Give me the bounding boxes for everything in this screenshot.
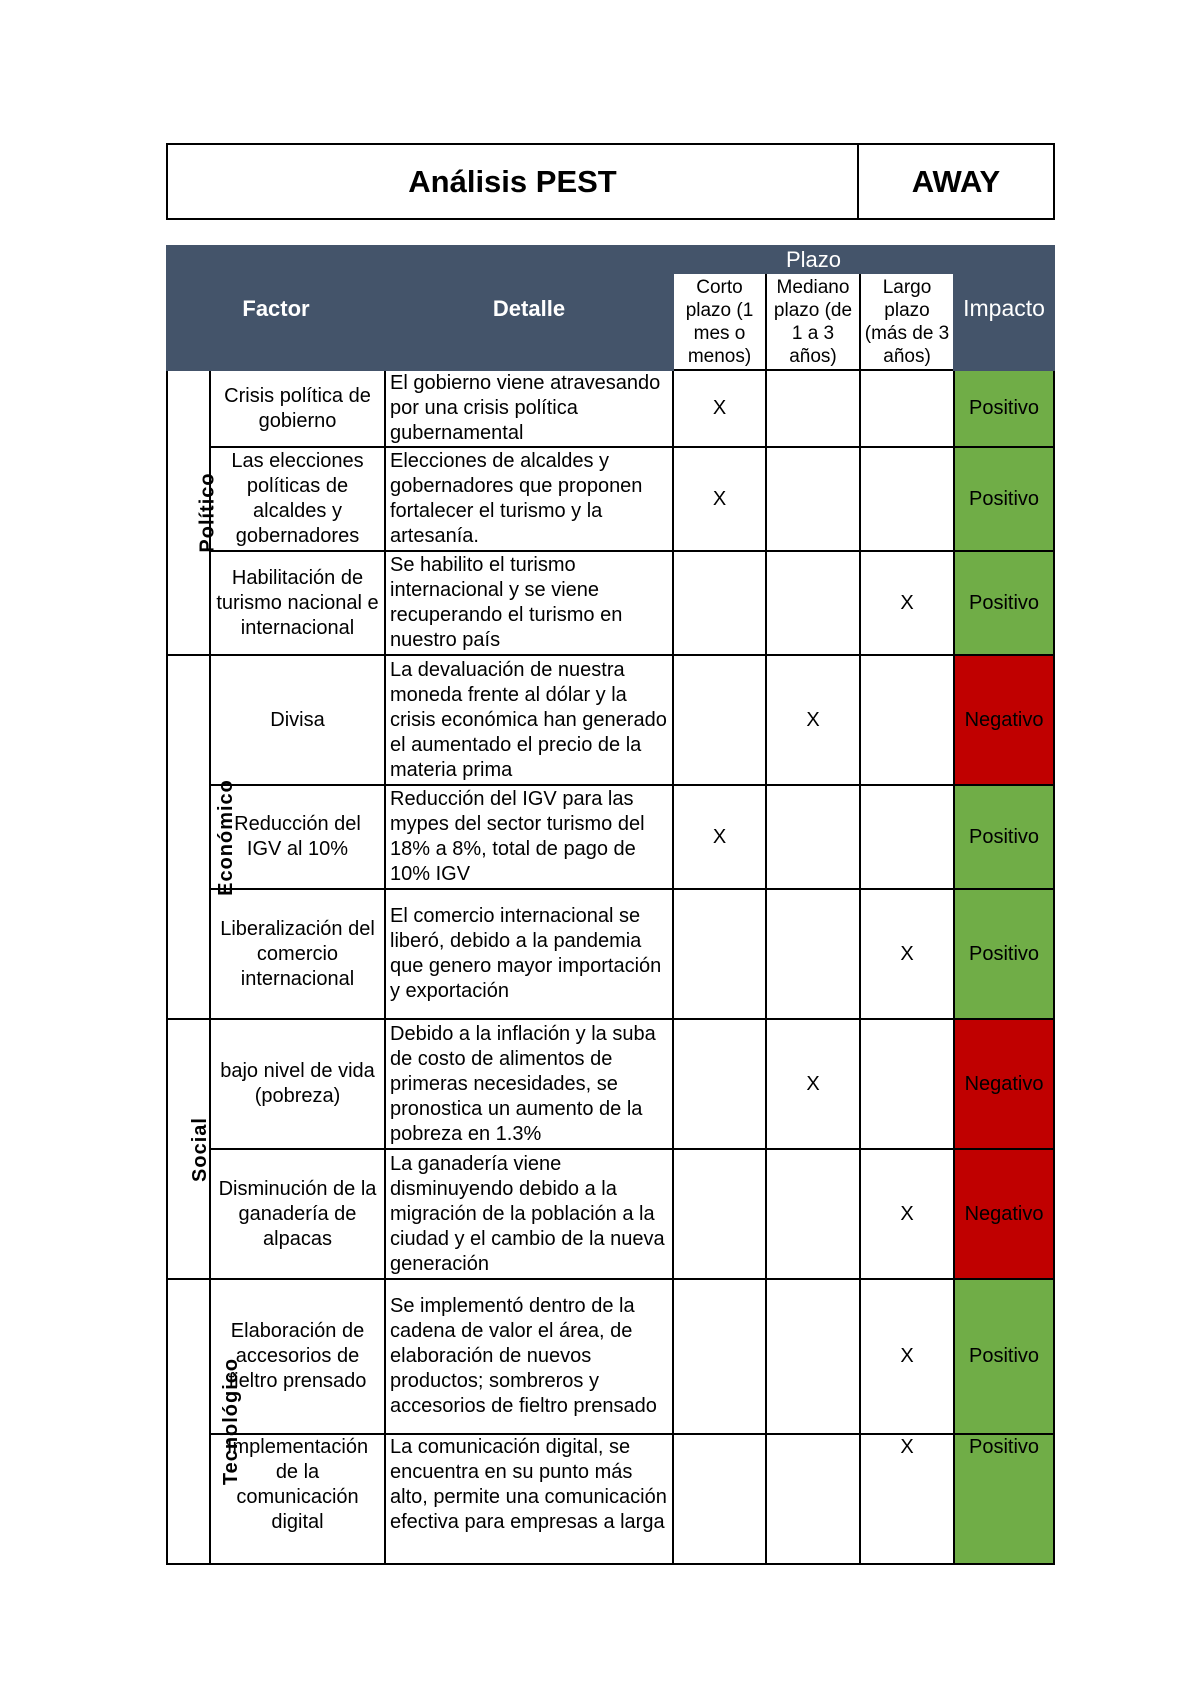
detail-cell: Debido a la inflación y la suba de costo de alimentos de primeras necesidades, se pronostica un aumento de la pobreza en 1.3% xyxy=(385,1019,673,1149)
impact-cell: Negativo xyxy=(954,1019,1054,1149)
impact-cell: Positivo xyxy=(954,785,1054,889)
detail-cell: El comercio internacional se liberó, debido a la pandemia que genero mayor importación y exportación xyxy=(385,889,673,1019)
header-impacto: Impacto xyxy=(954,246,1054,370)
largo-cell xyxy=(860,447,954,551)
detail-cell: La ganadería viene disminuyendo debido a la migración de la población a la ciudad y el cambio de la nueva generación xyxy=(385,1149,673,1279)
table-row xyxy=(167,1434,1054,1564)
impact-cell: Positivo xyxy=(954,370,1054,447)
mediano-cell xyxy=(766,370,860,447)
table-row xyxy=(167,447,1054,551)
table-row xyxy=(167,1019,1054,1149)
table-row xyxy=(167,889,1054,1019)
corto-cell xyxy=(673,1149,766,1279)
factor-cell: Divisa xyxy=(210,655,385,785)
table-row xyxy=(167,1279,1054,1434)
largo-cell: X xyxy=(860,1279,954,1434)
largo-cell: X xyxy=(860,1149,954,1279)
impact-cell: Positivo xyxy=(954,889,1054,1019)
detail-cell: Elecciones de alcaldes y gobernadores que proponen fortalecer el turismo y la artesanía. xyxy=(385,447,673,551)
corto-cell: X xyxy=(673,447,766,551)
table-row xyxy=(167,655,1054,785)
impact-cell: Positivo xyxy=(954,1434,1054,1564)
factor-cell: Disminución de la ganadería de alpacas xyxy=(210,1149,385,1279)
corto-cell xyxy=(673,1434,766,1564)
header-plazo: Plazo xyxy=(673,246,954,273)
mediano-cell xyxy=(766,447,860,551)
largo-cell: X xyxy=(860,889,954,1019)
mediano-cell xyxy=(766,785,860,889)
factor-cell: Crisis política de gobierno xyxy=(210,370,385,447)
detail-cell: La devaluación de nuestra moneda frente al dólar y la crisis económica han generado el aumentado el precio de la materia prima xyxy=(385,655,673,785)
factor-cell: Liberalización del comercio internacional xyxy=(210,889,385,1019)
impact-cell: Negativo xyxy=(954,1149,1054,1279)
category-economico: Económico xyxy=(167,655,210,1019)
table-row xyxy=(167,1149,1054,1279)
detail-cell: Se habilito el turismo internacional y se viene recuperando el turismo en nuestro país xyxy=(385,551,673,655)
factor-cell: Elaboración de accesorios de fieltro prensado xyxy=(210,1279,385,1434)
corto-cell: X xyxy=(673,785,766,889)
title-table xyxy=(166,143,1055,220)
corto-cell xyxy=(673,655,766,785)
header-mediano-plazo: Mediano plazo (de 1 a 3 años) xyxy=(766,273,860,370)
corto-cell xyxy=(673,1279,766,1434)
header-detalle: Detalle xyxy=(385,246,673,370)
mediano-cell: X xyxy=(766,655,860,785)
corto-cell: X xyxy=(673,370,766,447)
factor-cell: Reducción del IGV al 10% xyxy=(210,785,385,889)
mediano-cell xyxy=(766,1279,860,1434)
table-row xyxy=(167,551,1054,655)
detail-cell: Reducción del IGV para las mypes del sector turismo del 18% a 8%, total de pago de 10% IGV xyxy=(385,785,673,889)
factor-cell: bajo nivel de vida (pobreza) xyxy=(210,1019,385,1149)
mediano-cell xyxy=(766,1149,860,1279)
pest-table xyxy=(166,245,1055,1565)
detail-cell: El gobierno viene atravesando por una crisis política gubernamental xyxy=(385,370,673,447)
impact-cell: Positivo xyxy=(954,1279,1054,1434)
category-tecnologico: Tecnológico xyxy=(167,1279,210,1564)
largo-cell xyxy=(860,1019,954,1149)
factor-cell: Las elecciones políticas de alcaldes y gobernadores xyxy=(210,447,385,551)
corto-cell xyxy=(673,551,766,655)
largo-cell: X xyxy=(860,1434,954,1564)
mediano-cell xyxy=(766,889,860,1019)
header-corto-plazo: Corto plazo (1 mes o menos) xyxy=(673,273,766,370)
mediano-cell xyxy=(766,1434,860,1564)
mediano-cell: X xyxy=(766,1019,860,1149)
largo-cell xyxy=(860,655,954,785)
largo-cell xyxy=(860,370,954,447)
corto-cell xyxy=(673,1019,766,1149)
header-factor: Factor xyxy=(167,246,385,370)
mediano-cell xyxy=(766,551,860,655)
detail-cell: La comunicación digital, se encuentra en su punto más alto, permite una comunicación efectiva para empresas a larga xyxy=(385,1434,673,1564)
table-row xyxy=(167,785,1054,889)
detail-cell: Se implementó dentro de la cadena de valor el área, de elaboración de nuevos productos; sombreros y accesorios de fieltro prensado xyxy=(385,1279,673,1434)
header-largo-plazo: Largo plazo (más de 3 años) xyxy=(860,273,954,370)
factor-cell: Habilitación de turismo nacional e internacional xyxy=(210,551,385,655)
page-title: Análisis PEST xyxy=(167,144,858,219)
category-social: Social xyxy=(167,1019,210,1279)
impact-cell: Positivo xyxy=(954,447,1054,551)
category-politico: Político xyxy=(167,370,210,655)
brand-name: AWAY xyxy=(858,144,1054,219)
impact-cell: Positivo xyxy=(954,551,1054,655)
largo-cell xyxy=(860,785,954,889)
factor-cell: Implementación de la comunicación digital xyxy=(210,1434,385,1564)
largo-cell: X xyxy=(860,551,954,655)
corto-cell xyxy=(673,889,766,1019)
table-row xyxy=(167,370,1054,447)
impact-cell: Negativo xyxy=(954,655,1054,785)
